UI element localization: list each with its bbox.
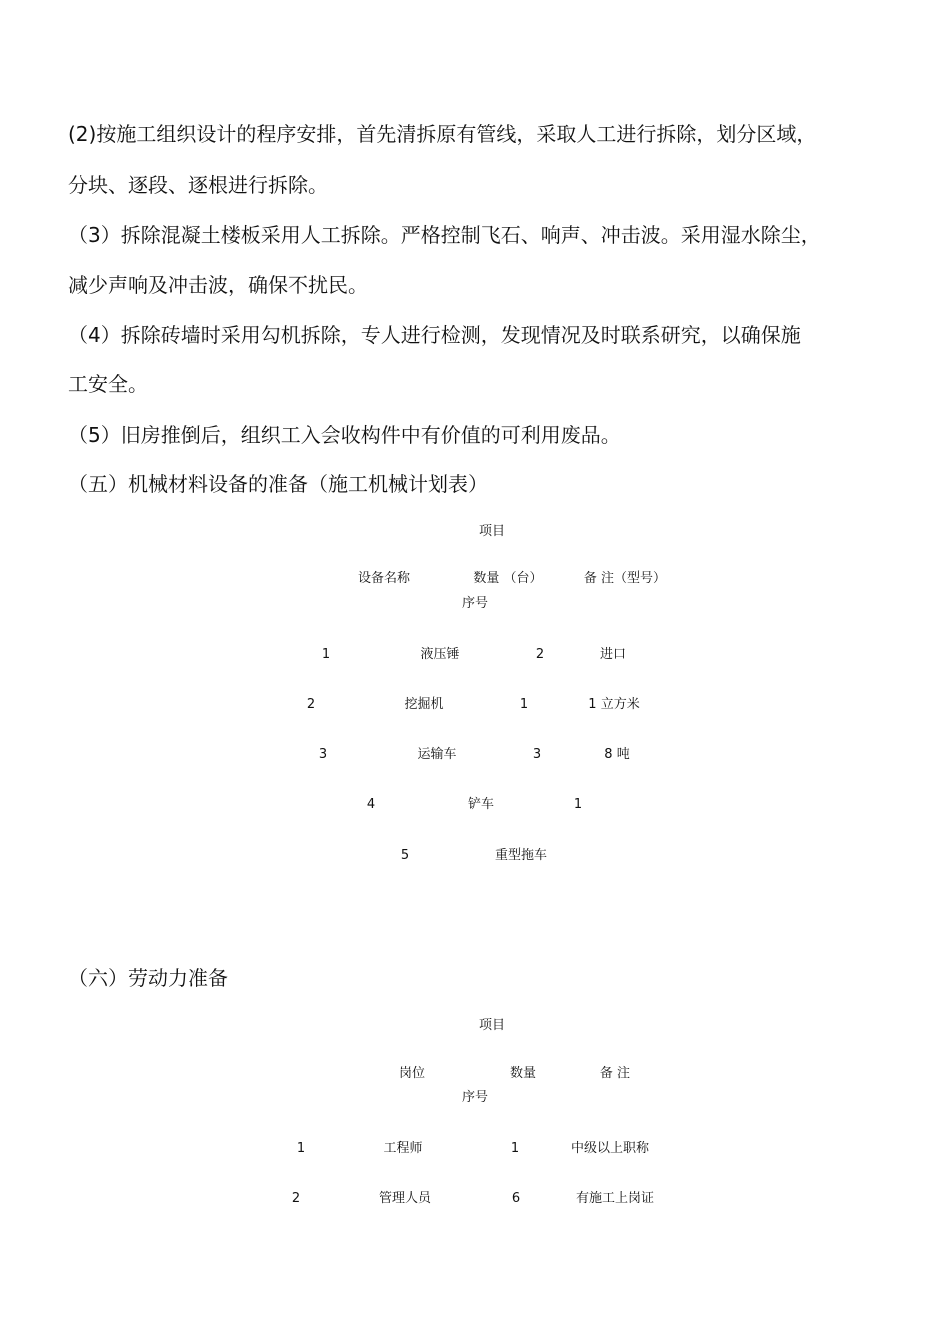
- row-note: 1 立方米: [588, 697, 640, 712]
- paragraph-line-5: （4）拆除砖墙时采用勾机拆除，专人进行检测，发现情况及时联系研究，以确保施: [68, 323, 801, 347]
- row-note: 中级以上职称: [570, 1141, 650, 1156]
- row-seq: 5: [400, 848, 410, 863]
- machinery-col-qty: 数量 （台）: [473, 571, 543, 586]
- labor-col-post: 岗位: [398, 1066, 426, 1081]
- paragraph-line-1: (2)按施工组织设计的程序安排，首先清拆原有管线，采取人工进行拆除，划分区域，: [68, 122, 817, 146]
- row-seq: 2: [306, 697, 316, 712]
- row-name: 挖掘机: [404, 697, 444, 712]
- row-qty: 2: [535, 647, 545, 662]
- row-qty: 1: [573, 797, 583, 812]
- paragraph-line-6: 工安全。: [68, 372, 148, 396]
- row-name: 液压锤: [420, 647, 460, 662]
- section-heading-labor: （六）劳动力准备: [68, 966, 228, 990]
- row-seq: 1: [321, 647, 331, 662]
- row-seq: 2: [291, 1191, 301, 1206]
- paragraph-line-4: 减少声响及冲击波，确保不扰民。: [68, 273, 368, 297]
- row-name: 铲车: [467, 797, 495, 812]
- row-name: 运输车: [417, 747, 457, 762]
- row-seq: 1: [296, 1141, 306, 1156]
- labor-col-seq: 序号: [461, 1090, 489, 1105]
- machinery-col-note: 备 注（型号）: [583, 571, 667, 586]
- machinery-col-name: 设备名称: [357, 571, 411, 586]
- row-seq: 3: [318, 747, 328, 762]
- paragraph-line-3: （3）拆除混凝土楼板采用人工拆除。严格控制飞石、响声、冲击波。采用湿水除尘，: [68, 223, 821, 247]
- row-name: 重型拖车: [494, 848, 548, 863]
- row-note: 8 吨: [604, 747, 630, 762]
- row-qty: 1: [519, 697, 529, 712]
- labor-header-item: 项目: [478, 1018, 506, 1033]
- paragraph-line-2: 分块、逐段、逐根进行拆除。: [68, 173, 328, 197]
- row-note: 进口: [599, 647, 627, 662]
- row-post: 管理人员: [378, 1191, 432, 1206]
- row-post: 工程师: [383, 1141, 423, 1156]
- paragraph-line-7: （5）旧房推倒后，组织工入会收构件中有价值的可利用废品。: [68, 423, 621, 447]
- row-seq: 4: [366, 797, 376, 812]
- machinery-header-item: 项目: [478, 524, 506, 539]
- row-qty: 1: [510, 1141, 520, 1156]
- row-qty: 3: [532, 747, 542, 762]
- row-qty: 6: [511, 1191, 521, 1206]
- section-heading-machinery: （五）机械材料设备的准备（施工机械计划表）: [68, 472, 488, 496]
- labor-col-qty: 数量: [509, 1066, 537, 1081]
- row-note: 有施工上岗证: [575, 1191, 655, 1206]
- labor-col-note: 备 注: [599, 1066, 631, 1081]
- machinery-col-seq: 序号: [461, 596, 489, 611]
